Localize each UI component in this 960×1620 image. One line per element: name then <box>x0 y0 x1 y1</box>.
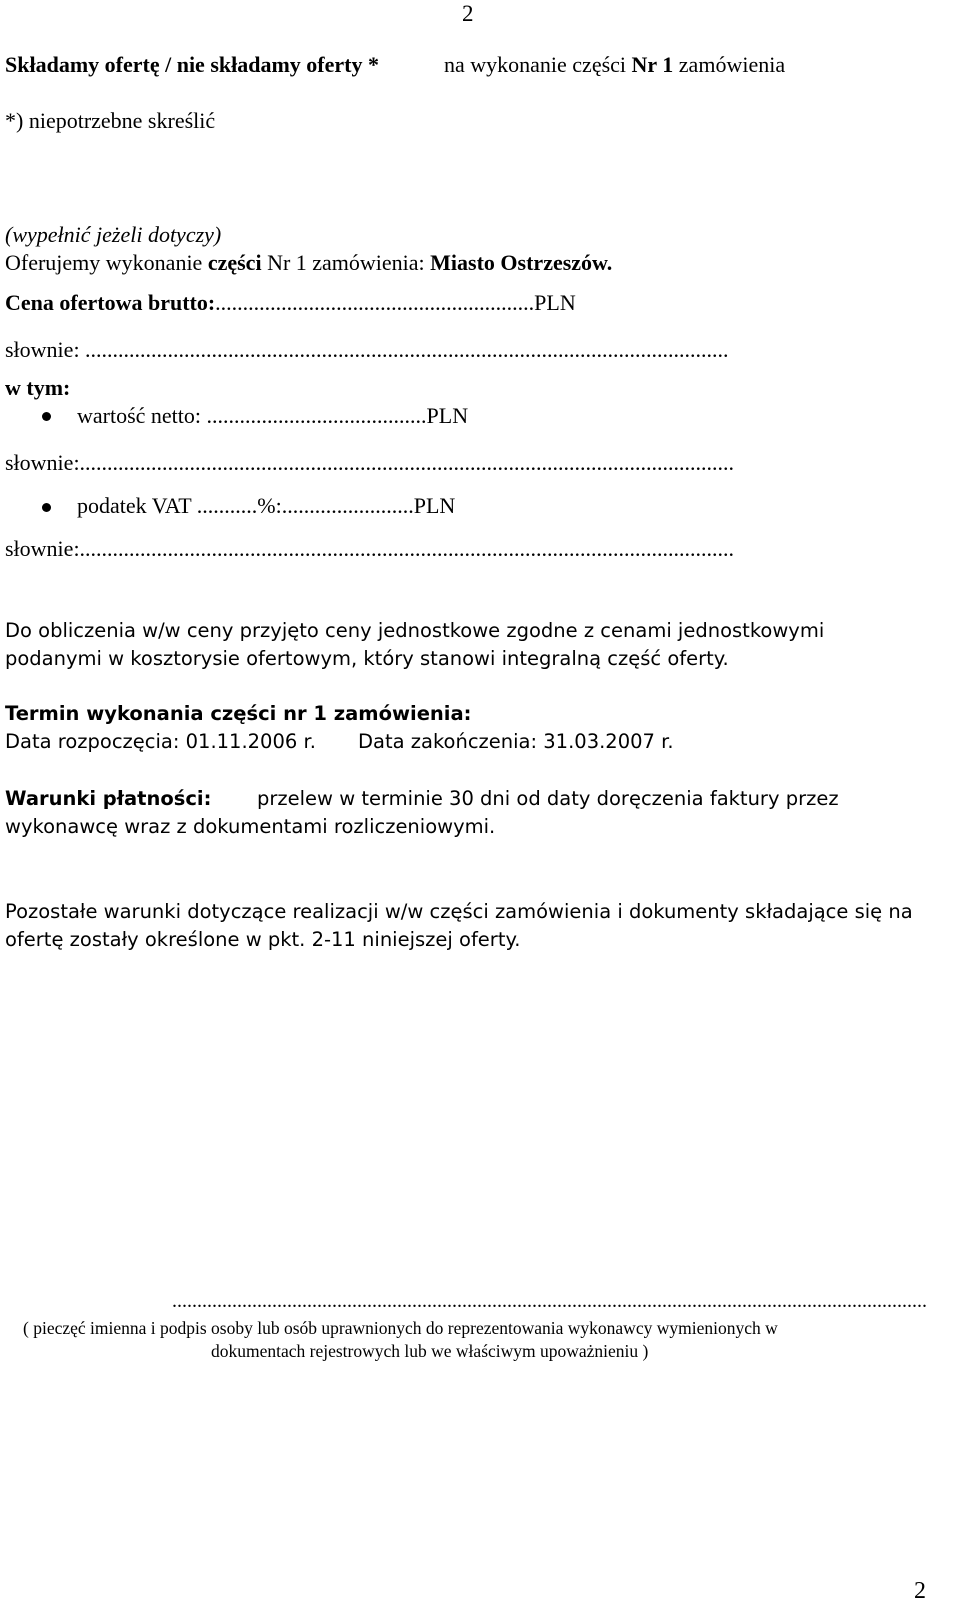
vat-line: podatek VAT ...........%:........................PLN <box>77 493 456 518</box>
other-terms-line-1: Pozostałe warunki dotyczące realizacji w/w części zamówienia i dokumenty składające się na <box>5 900 913 923</box>
start-date: Data rozpoczęcia: 01.11.2006 r. <box>5 730 316 753</box>
signature-caption-line-2: dokumentach rejestrowych lub we właściwym upoważnieniu ) <box>211 1341 649 1361</box>
offer-part-text: na wykonanie części Nr 1 zamówienia <box>444 52 786 77</box>
strike-note: *) niepotrzebne skreślić <box>5 108 216 133</box>
fill-note: (wypełnić jeżeli dotyczy) <box>5 222 222 247</box>
other-terms-line-2: ofertę zostały określone w pkt. 2-11 niniejszej oferty. <box>5 928 521 951</box>
pricing-basis-line-1: Do obliczenia w/w ceny przyjęto ceny jednostkowe zgodne z cenami jednostkowymi <box>5 619 825 642</box>
term-heading: Termin wykonania części nr 1 zamówienia: <box>5 702 472 725</box>
bullet-icon <box>42 503 51 512</box>
page-number-bottom: 2 <box>914 1578 926 1604</box>
amount-in-words-1: słownie: ..................................................................................................................... <box>5 337 729 362</box>
pricing-basis-line-2: podanymi w kosztorysie ofertowym, który stanowi integralną część oferty. <box>5 647 729 670</box>
signature-caption-line-1: ( pieczęć imienna i podpis osoby lub osób uprawnionych do reprezentowania wykonawcy wymienionych w <box>23 1318 778 1338</box>
page-number-top: 2 <box>462 1 474 26</box>
end-date: Data zakończenia: 31.03.2007 r. <box>358 730 674 753</box>
amount-in-words-2: słownie:....................................................................................................................... <box>5 450 735 475</box>
gross-price-line: Cena ofertowa brutto:..........................................................PLN <box>5 290 576 315</box>
payment-line-2: wykonawcę wraz z dokumentami rozliczeniowymi. <box>5 815 496 838</box>
payment-line-1: przelew w terminie 30 dni od daty doręczenia faktury przez <box>257 787 839 810</box>
offer-choice-text: Składamy ofertę / nie składamy oferty * <box>5 52 379 77</box>
bullet-icon <box>42 412 51 421</box>
signature-dots: ....................................................................................................................................................... <box>172 1290 927 1312</box>
offer-execution-line: Oferujemy wykonanie części Nr 1 zamówienia: Miasto Ostrzeszów. <box>5 250 613 275</box>
in-that-label: w tym: <box>5 375 71 400</box>
net-value-line: wartość netto: ........................................PLN <box>77 403 469 428</box>
payment-label: Warunki płatności: <box>5 787 212 810</box>
amount-in-words-3: słownie:....................................................................................................................... <box>5 536 735 561</box>
